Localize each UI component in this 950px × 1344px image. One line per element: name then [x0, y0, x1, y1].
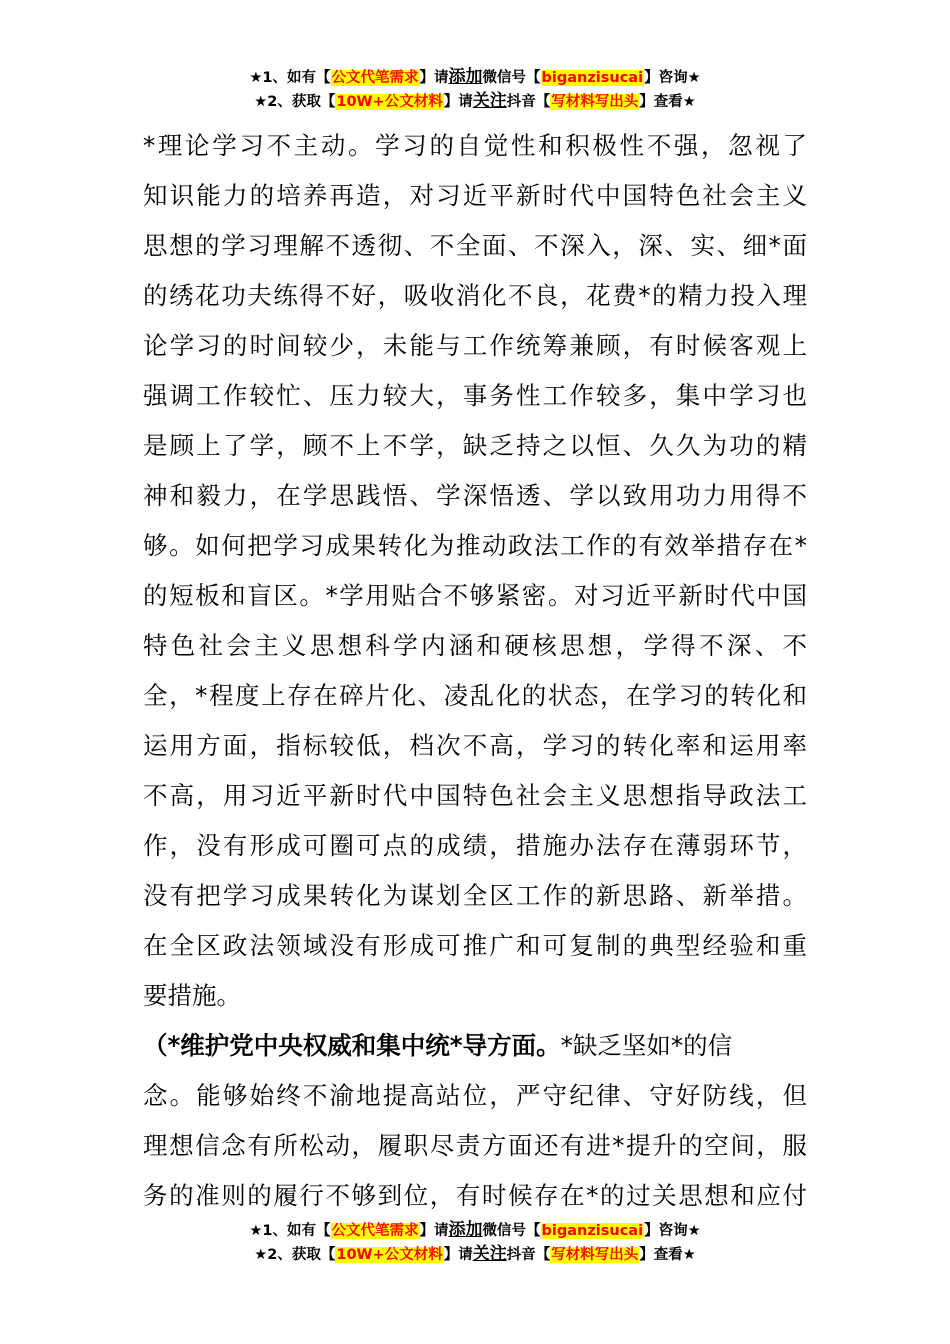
highlight-wechat-id: biganzisucai [541, 1223, 644, 1239]
body-line: 务的准则的履行不够到位，有时候存在*的过关思想和应付 [143, 1181, 807, 1210]
section-heading-line [143, 1021, 807, 1071]
banner-text: 】咨询★ [644, 70, 701, 86]
banner-text: 】咨询★ [644, 1223, 701, 1239]
banner-text: ★2、获取【 [254, 94, 336, 110]
highlight-douyin: 写材料写出头 [551, 1247, 639, 1263]
body-line: 是顾上了学，顾不上不学，缺乏持之以恒、久久为功的精 [143, 431, 807, 460]
banner-text: 微信号【 [482, 1223, 541, 1239]
body-line: 全，*程度上存在碎片化、凌乱化的状态，在学习的转化和 [143, 681, 807, 710]
banner-text: 】请 [443, 94, 473, 110]
highlight-service: 公文代笔需求 [331, 70, 419, 86]
body-line: 要措施。 [143, 981, 241, 1010]
highlight-wechat-id: biganzisucai [541, 70, 644, 86]
body-line: 念。能够始终不渝地提高站位，严守纪律、守好防线，但 [143, 1081, 807, 1110]
banner-text: ★1、如有【 [249, 70, 331, 86]
body-line: 没有把学习成果转化为谋划全区工作的新思路、新举措。 [143, 881, 807, 910]
body-line: 论学习的时间较少，未能与工作统筹兼顾，有时候客观上 [143, 331, 807, 360]
underlined-text: 添加 [448, 67, 483, 87]
section-heading-rest: *缺乏坚如*的信 [560, 1031, 733, 1060]
banner-text: 】查看★ [639, 1247, 696, 1263]
body-line: 理想信念有所松动，履职尽责方面还有进*提升的空间，服 [143, 1131, 807, 1160]
banner-text: 微信号【 [482, 70, 541, 86]
banner-text: 抖音【 [506, 1247, 551, 1263]
highlight-materials: 10W+公文材料 [336, 94, 443, 110]
banner-text: 】查看★ [639, 94, 696, 110]
underlined-text: 关注 [472, 91, 507, 111]
body-line: 的绣花功夫练得不好，吸收消化不良，花费*的精力投入理 [143, 281, 807, 310]
bottom-banner [0, 1218, 950, 1266]
underlined-text: 关注 [472, 1244, 507, 1264]
document-body [143, 121, 807, 1221]
body-line: 运用方面，指标较低，档次不高，学习的转化率和运用率 [143, 731, 807, 760]
section-heading: （*维护党中央权威和集中统*导方面。 [143, 1031, 561, 1060]
body-line: 的短板和盲区。*学用贴合不够紧密。对习近平新时代中国 [143, 581, 807, 610]
body-line: 作，没有形成可圈可点的成绩，措施办法存在薄弱环节， [143, 831, 807, 860]
banner-text: 】请 [419, 1223, 449, 1239]
banner-text: 抖音【 [506, 94, 551, 110]
body-line: 知识能力的培养再造，对习近平新时代中国特色社会主义 [143, 181, 807, 210]
body-line: 神和毅力，在学思践悟、学深悟透、学以致用功力用得不 [143, 481, 807, 510]
highlight-douyin: 写材料写出头 [551, 94, 639, 110]
banner-text: 】请 [443, 1247, 473, 1263]
body-line: 在全区政法领域没有形成可推广和可复制的典型经验和重 [143, 931, 807, 960]
highlight-service: 公文代笔需求 [331, 1223, 419, 1239]
body-line: 不高，用习近平新时代中国特色社会主义思想指导政法工 [143, 781, 807, 810]
highlight-materials: 10W+公文材料 [336, 1247, 443, 1263]
banner-text: 】请 [419, 70, 449, 86]
top-banner [0, 65, 950, 113]
body-line: 够。如何把学习成果转化为推动政法工作的有效举措存在* [143, 531, 807, 560]
banner-line-1 [0, 65, 950, 89]
body-line: *理论学习不主动。学习的自觉性和积极性不强，忽视了 [143, 131, 807, 160]
body-line: 强调工作较忙、压力较大，事务性工作较多，集中学习也 [143, 381, 807, 410]
body-line: 思想的学习理解不透彻、不全面、不深入，深、实、细*面 [143, 231, 807, 260]
banner-line-2 [0, 1242, 950, 1266]
underlined-text: 添加 [448, 1220, 483, 1240]
banner-line-1 [0, 1218, 950, 1242]
banner-text: ★2、获取【 [254, 1247, 336, 1263]
banner-text: ★1、如有【 [249, 1223, 331, 1239]
banner-line-2 [0, 89, 950, 113]
body-line: 特色社会主义思想科学内涵和硬核思想，学得不深、不 [143, 631, 807, 660]
